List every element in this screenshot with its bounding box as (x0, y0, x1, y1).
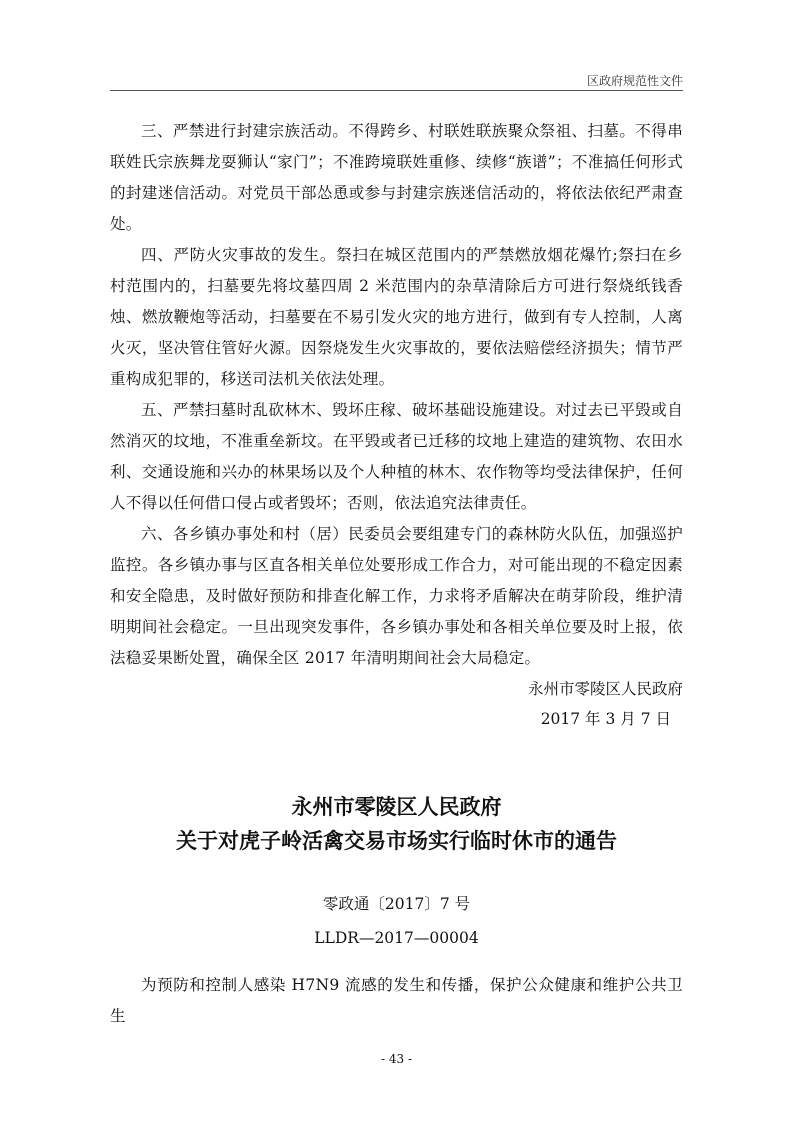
notice-title-line-2: 关于对虎子岭活禽交易市场实行临时休市的通告 (176, 829, 617, 853)
document-number: 零政通〔2017〕7 号 (322, 895, 471, 913)
paragraph-5: 五、严禁扫墓时乱砍林木、毁坏庄稼、破坏基础设施建设。对过去已平毁或自然消灭的坟地，不准重垒新坟。在平毁或者已迁移的坟地上建造的建筑物、农田水利、交通设施和兴办的林果场以及个人种植的林木、农作物等均受法律保护，任何人不得以任何借口侵占或者毁坏；否则，依法追究法律责任。 (110, 401, 683, 512)
paragraph-4: 四、严防火灾事故的发生。祭扫在城区范围内的严禁燃放烟花爆竹;祭扫在乡村范围内的，扫墓要先将坟墓四周 2 米范围内的杂草清除后方可进行祭烧纸钱香烛、燃放鞭炮等活动，扫墓要在不易引发火灾的地方进行，做到有专人控制，人离火灭，坚决管住管好火源。因祭烧发生火灾事故的，要依法赔偿经济损失；情节严重构成犯罪的，移送司法机关依法处理。 (110, 246, 683, 388)
signature-date: 2017 年 3 月 7 日 (540, 710, 671, 728)
page-number: - 43 - (380, 1052, 412, 1066)
paragraph-3: 三、严禁进行封建宗族活动。不得跨乡、村联姓联族聚众祭祖、扫墓。不得串联姓氏宗族舞龙耍狮认“家门”；不准跨境联姓重修、续修“族谱”；不准搞任何形式的封建迷信活动。对党员干部怂恿或参与封建宗族迷信活动的，将依法依纪严肃查处。 (110, 122, 683, 233)
signature-organization: 永州市零陵区人民政府 (527, 680, 683, 698)
header-divider (110, 90, 683, 91)
registration-code: LLDR—2017—00004 (314, 929, 479, 947)
notice-title-line-1: 永州市零陵区人民政府 (291, 795, 502, 819)
header-label: 区政府规范性文件 (586, 74, 683, 88)
notice-body (110, 970, 683, 1032)
notice-document-numbers (0, 887, 793, 955)
paragraph-6: 六、各乡镇办事处和村（居）民委员会要组建专门的森林防火队伍，加强巡护监控。各乡镇办事与区直各相关单位处要形成工作合力，对可能出现的不稳定因素和安全隐患，及时做好预防和排查化解工作，力求将矛盾解决在萌芽阶段，维护清明期间社会稳定。一旦出现突发事件，各乡镇办事处和各相关单位要及时上报，依法稳妥果断处置，确保全区 2017 年清明期间社会大局稳定。 (110, 525, 683, 667)
notice-intro-paragraph: 为预防和控制人感染 H7N9 流感的发生和传播，保护公众健康和维护公共卫生 (110, 976, 683, 1025)
notice-title (0, 790, 793, 858)
previous-document-body (110, 116, 683, 734)
